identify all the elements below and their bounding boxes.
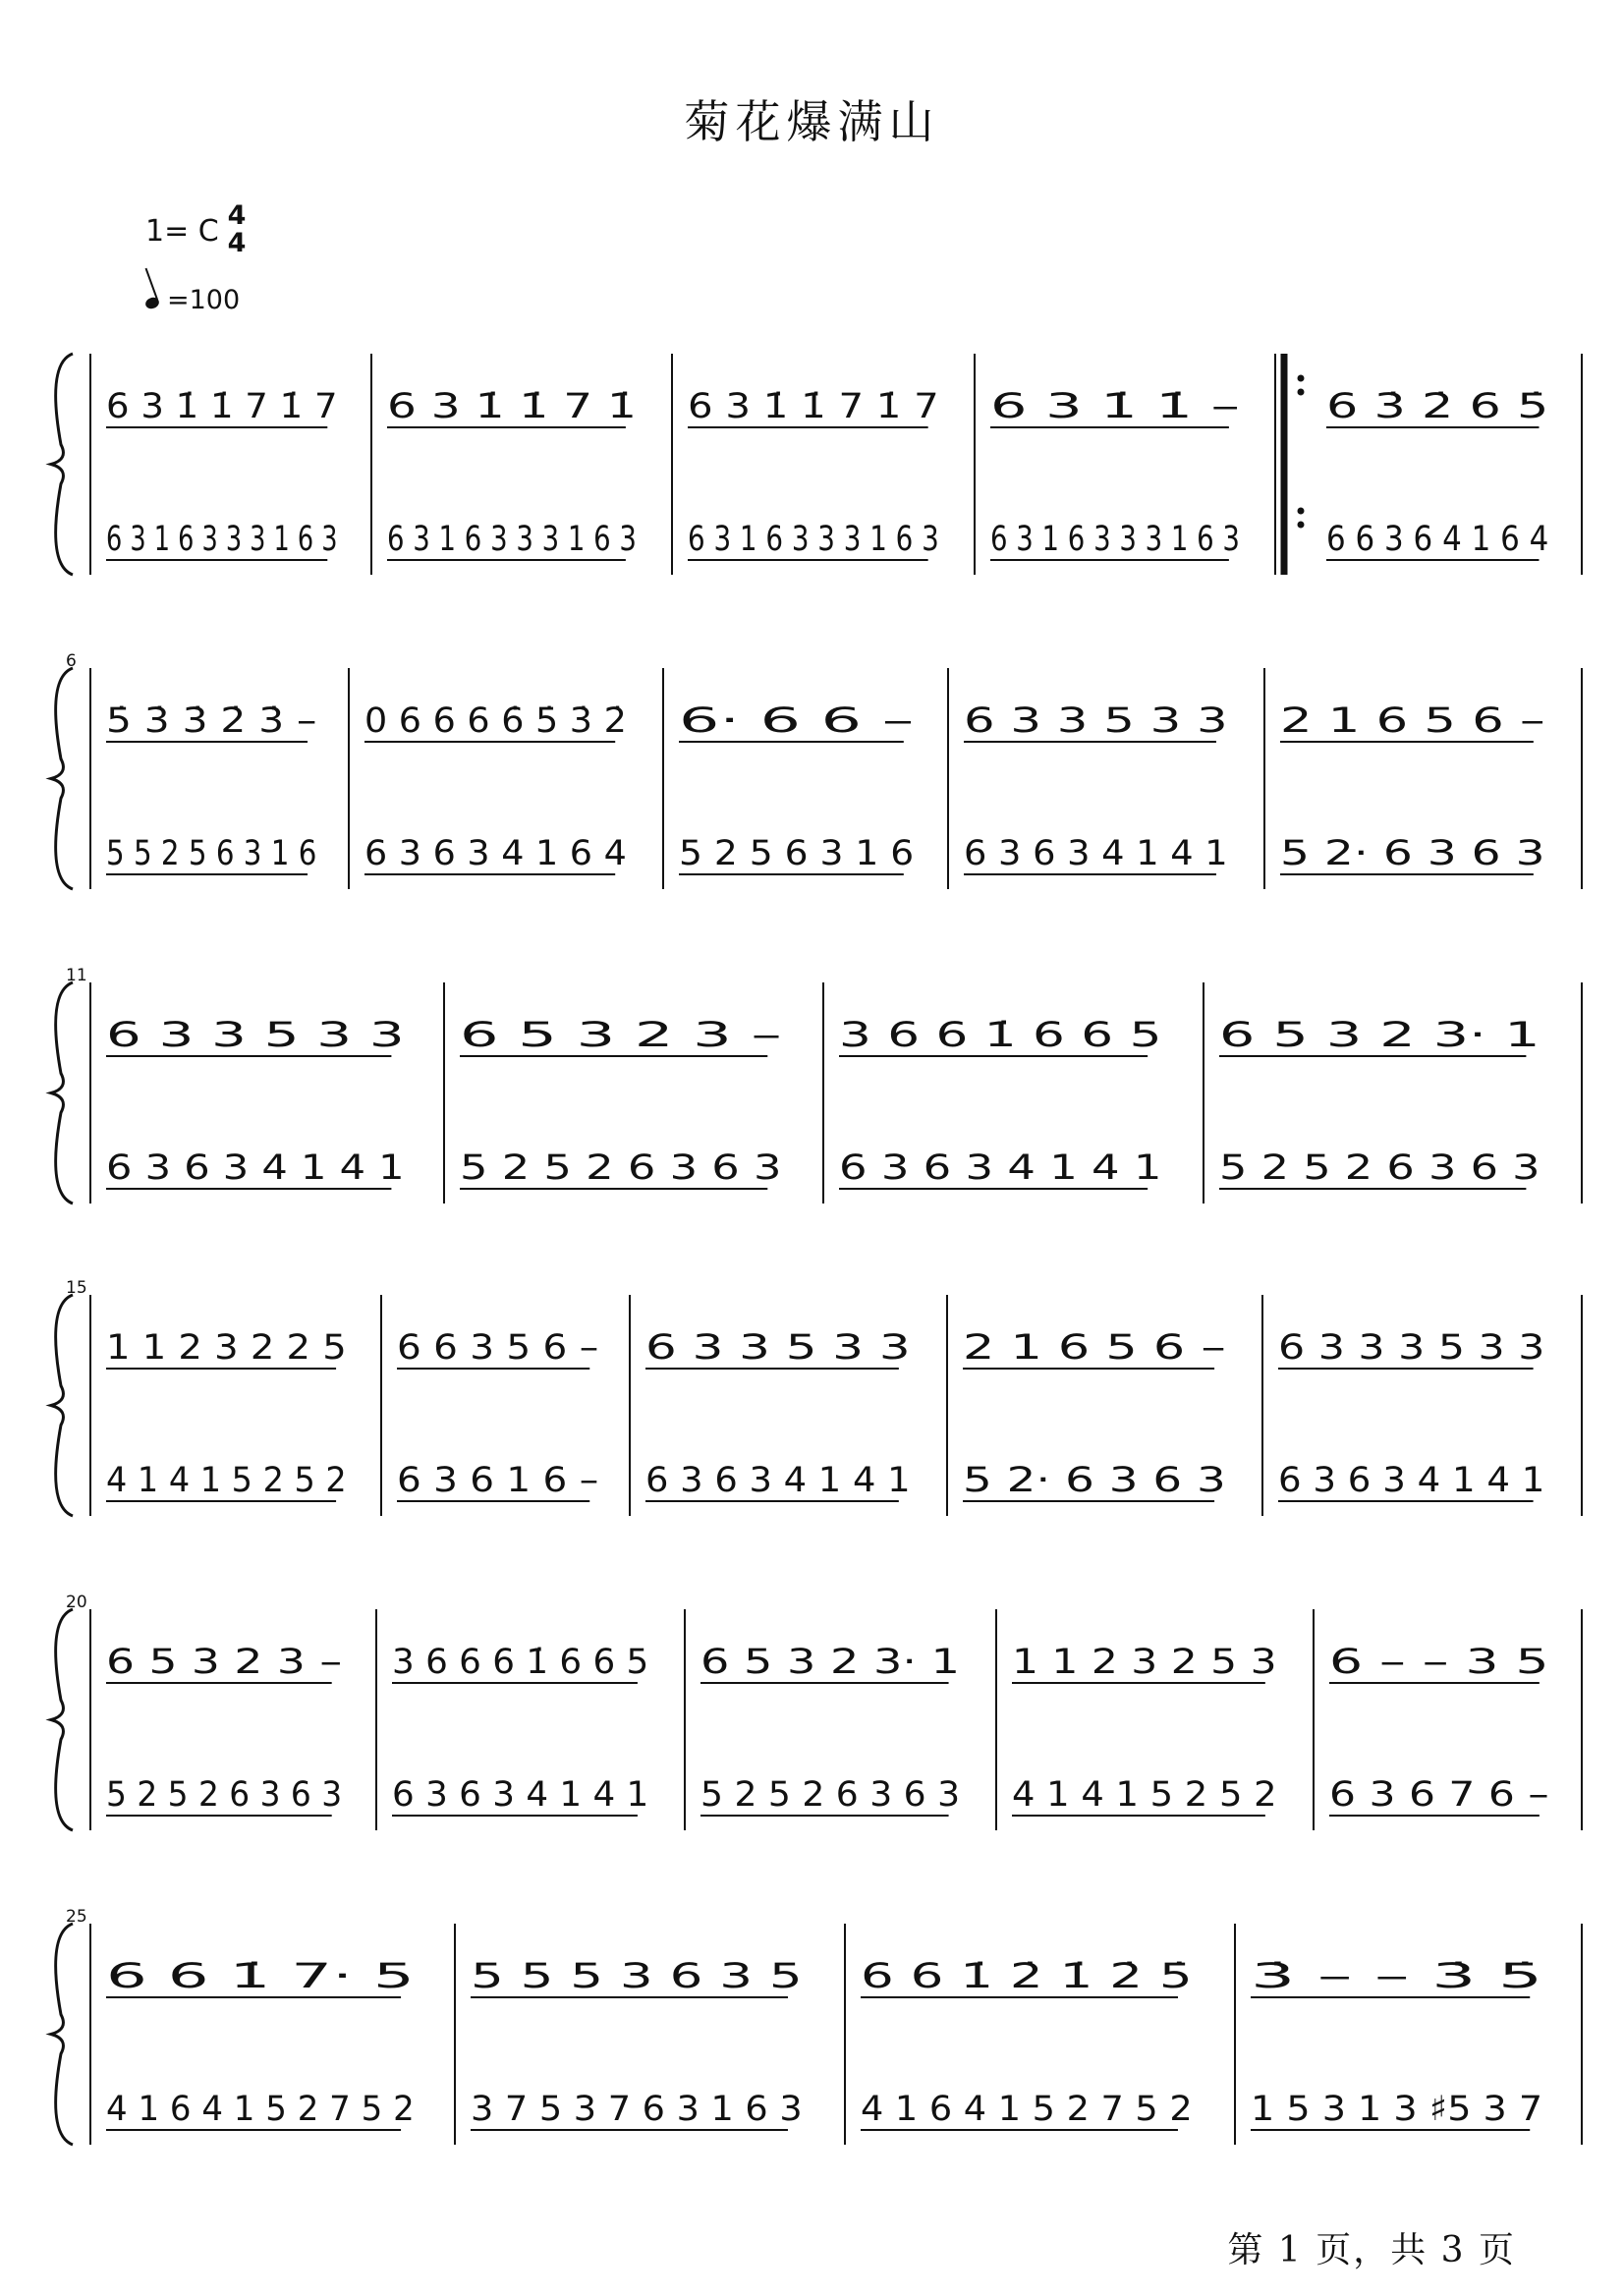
right-hand-notes: 2 1 6 5 6 – bbox=[1280, 701, 1545, 741]
measure-number: 6 bbox=[66, 651, 77, 671]
measure-number: 15 bbox=[66, 1278, 87, 1298]
left-hand-notes: 6 3 6 1 6 – bbox=[397, 1461, 599, 1500]
staff-brace bbox=[51, 354, 73, 575]
right-hand-notes: 6 3 3 5 3 3 bbox=[964, 701, 1228, 741]
left-hand-notes: 6 3 6 3 4 1 4 1 bbox=[1278, 1461, 1545, 1500]
right-hand-notes: 6 3 3 5 3 3 bbox=[645, 1328, 911, 1368]
right-hand-notes: 0 6 6 6 6̇ 5̇ 3̇ 2̇ bbox=[364, 701, 627, 741]
right-hand-notes: 6 3 1̇ 1̇ – bbox=[990, 387, 1240, 426]
left-hand-notes: 6 3 6 3 4 1 6 4 bbox=[364, 834, 627, 873]
staff-brace bbox=[51, 1924, 73, 2145]
left-hand-notes: 6 3 6 7 6 – bbox=[1329, 1775, 1549, 1815]
right-hand-notes: 6 6 1̇ 7· 5 bbox=[106, 1957, 415, 1996]
right-hand-notes: 6 3 3 5 3 3 bbox=[106, 1016, 405, 1055]
time-signature-bottom: 4 bbox=[227, 228, 247, 258]
left-hand-notes: 6 3 1 6 3 3 3 1 6 3 bbox=[990, 520, 1240, 559]
right-hand-notes: 3 6 6 6 1̇ 6 6 5 bbox=[392, 1643, 649, 1682]
left-hand-notes: 6 3 1 6 3 3 3 1 6 3 bbox=[688, 520, 939, 559]
measure-number: 25 bbox=[66, 1907, 87, 1927]
right-hand-notes: 6 5 3 2 3 – bbox=[460, 1016, 782, 1055]
time-signature-top: 4 bbox=[227, 200, 247, 231]
tempo-value: =100 bbox=[167, 285, 241, 315]
left-hand-notes: 6 3 6 3 4 1 4 1 bbox=[964, 834, 1228, 873]
right-hand-notes: 1 1 2 3 2 5 3 bbox=[1012, 1643, 1277, 1682]
right-hand-notes: 6 3̇ 2̇ 6 5̇ bbox=[1326, 387, 1549, 426]
measure-number: 20 bbox=[66, 1593, 87, 1612]
left-hand-notes: 5 2 5 2 6 3 6 3 bbox=[700, 1775, 961, 1815]
right-hand-notes: 3̇ – – 3̇ 5̇ bbox=[1251, 1957, 1543, 1996]
right-hand-notes: 6 3 1̇ 1̇ 7 1̇ bbox=[387, 387, 637, 426]
right-hand-notes: 6 6 3 5 6 – bbox=[397, 1328, 599, 1368]
left-hand-notes: 4 1 4 1 5 2 5 2 bbox=[106, 1461, 347, 1500]
left-hand-notes: 5 2 5 2 6 3 6 3 bbox=[460, 1148, 782, 1188]
right-hand-notes: 6 5 3 2 3· 1 bbox=[700, 1643, 961, 1682]
left-hand-notes: 4 1 6 4 1 5 2 7 5 2 bbox=[106, 2090, 415, 2129]
left-hand-notes: 3 7 5 3 7 6 3 1 6 3 bbox=[471, 2090, 803, 2129]
right-hand-notes: 1 1 2 3 2 2 5 bbox=[106, 1328, 347, 1368]
staff-brace bbox=[51, 1609, 73, 1830]
right-hand-notes: 6 5 3 2 3 – bbox=[106, 1643, 343, 1682]
left-hand-notes: 6 3 6 3 4 1 4 1 bbox=[839, 1148, 1162, 1188]
staff-brace bbox=[51, 1295, 73, 1516]
repeat-dot bbox=[1298, 522, 1305, 529]
page-footer: 第 1 页，共 3 页 bbox=[1227, 2230, 1516, 2270]
left-hand-notes: 6 3 6 3 4 1 4 1 bbox=[392, 1775, 649, 1815]
key-signature: 1= C bbox=[145, 214, 219, 249]
right-hand-notes: 6 3 1̇ 1̇ 7 1̇ 7 bbox=[106, 387, 338, 426]
right-hand-notes: 5̇ 3̇ 3̇ 2̇ 3̇ – bbox=[106, 701, 317, 741]
left-hand-notes: 6 6 3 6 4 1 6 4 bbox=[1326, 520, 1549, 559]
left-hand-notes: 6 3 6 3 4 1 4 1 bbox=[645, 1461, 911, 1500]
left-hand-notes: 6 3 6 3 4 1 4 1 bbox=[106, 1148, 405, 1188]
staff-brace bbox=[51, 668, 73, 889]
repeat-dot bbox=[1298, 389, 1305, 396]
repeat-dot bbox=[1298, 375, 1305, 382]
page-title: 菊花爆满山 bbox=[684, 95, 940, 148]
measure-number: 11 bbox=[66, 966, 87, 985]
right-hand-notes: 6· 6 6 – bbox=[679, 701, 915, 741]
left-hand-notes: 5 5 2 5 6 3 1 6 bbox=[106, 834, 317, 873]
left-hand-notes: 4 1 6 4 1 5 2 7 5 2 bbox=[861, 2090, 1193, 2129]
right-hand-notes: 5 5 5 3 6 3 5 bbox=[471, 1957, 803, 1996]
left-hand-notes: 5 2· 6 3 6 3 bbox=[963, 1461, 1226, 1500]
left-hand-notes: 6 3 1 6 3 3 3 1 6 3 bbox=[106, 520, 338, 559]
left-hand-notes: 5 2 5 2 6 3 6 3 bbox=[1219, 1148, 1540, 1188]
right-hand-notes: 3 6 6 1̇ 6 6 5 bbox=[839, 1016, 1162, 1055]
right-hand-notes: 6 6 1̇ 2̇ 1̇ 2̇ 5̇ bbox=[861, 1957, 1193, 1996]
staff-brace bbox=[51, 982, 73, 1203]
right-hand-notes: 2 1 6 5 6 – bbox=[963, 1328, 1226, 1368]
left-hand-notes: 5 2 5 6 3 1 6 bbox=[679, 834, 915, 873]
right-hand-notes: 6 – – 3 5 bbox=[1329, 1643, 1549, 1682]
right-hand-notes: 6 3 1̇ 1̇ 7 1̇ 7 bbox=[688, 387, 939, 426]
left-hand-notes: 5 2· 6 3 6 3 bbox=[1280, 834, 1545, 873]
left-hand-notes: 6 3 1 6 3 3 3 1 6 3 bbox=[387, 520, 637, 559]
left-hand-notes: 4 1 4 1 5 2 5 2 bbox=[1012, 1775, 1277, 1815]
left-hand-notes: 1 5 3 1 3 ♯5 3 7 bbox=[1251, 2090, 1543, 2129]
repeat-dot bbox=[1298, 508, 1305, 515]
right-hand-notes: 6 5 3 2 3· 1 bbox=[1219, 1016, 1540, 1055]
right-hand-notes: 6 3 3 3 5 3 3 bbox=[1278, 1328, 1545, 1368]
left-hand-notes: 5 2 5 2 6 3 6 3 bbox=[106, 1775, 343, 1815]
